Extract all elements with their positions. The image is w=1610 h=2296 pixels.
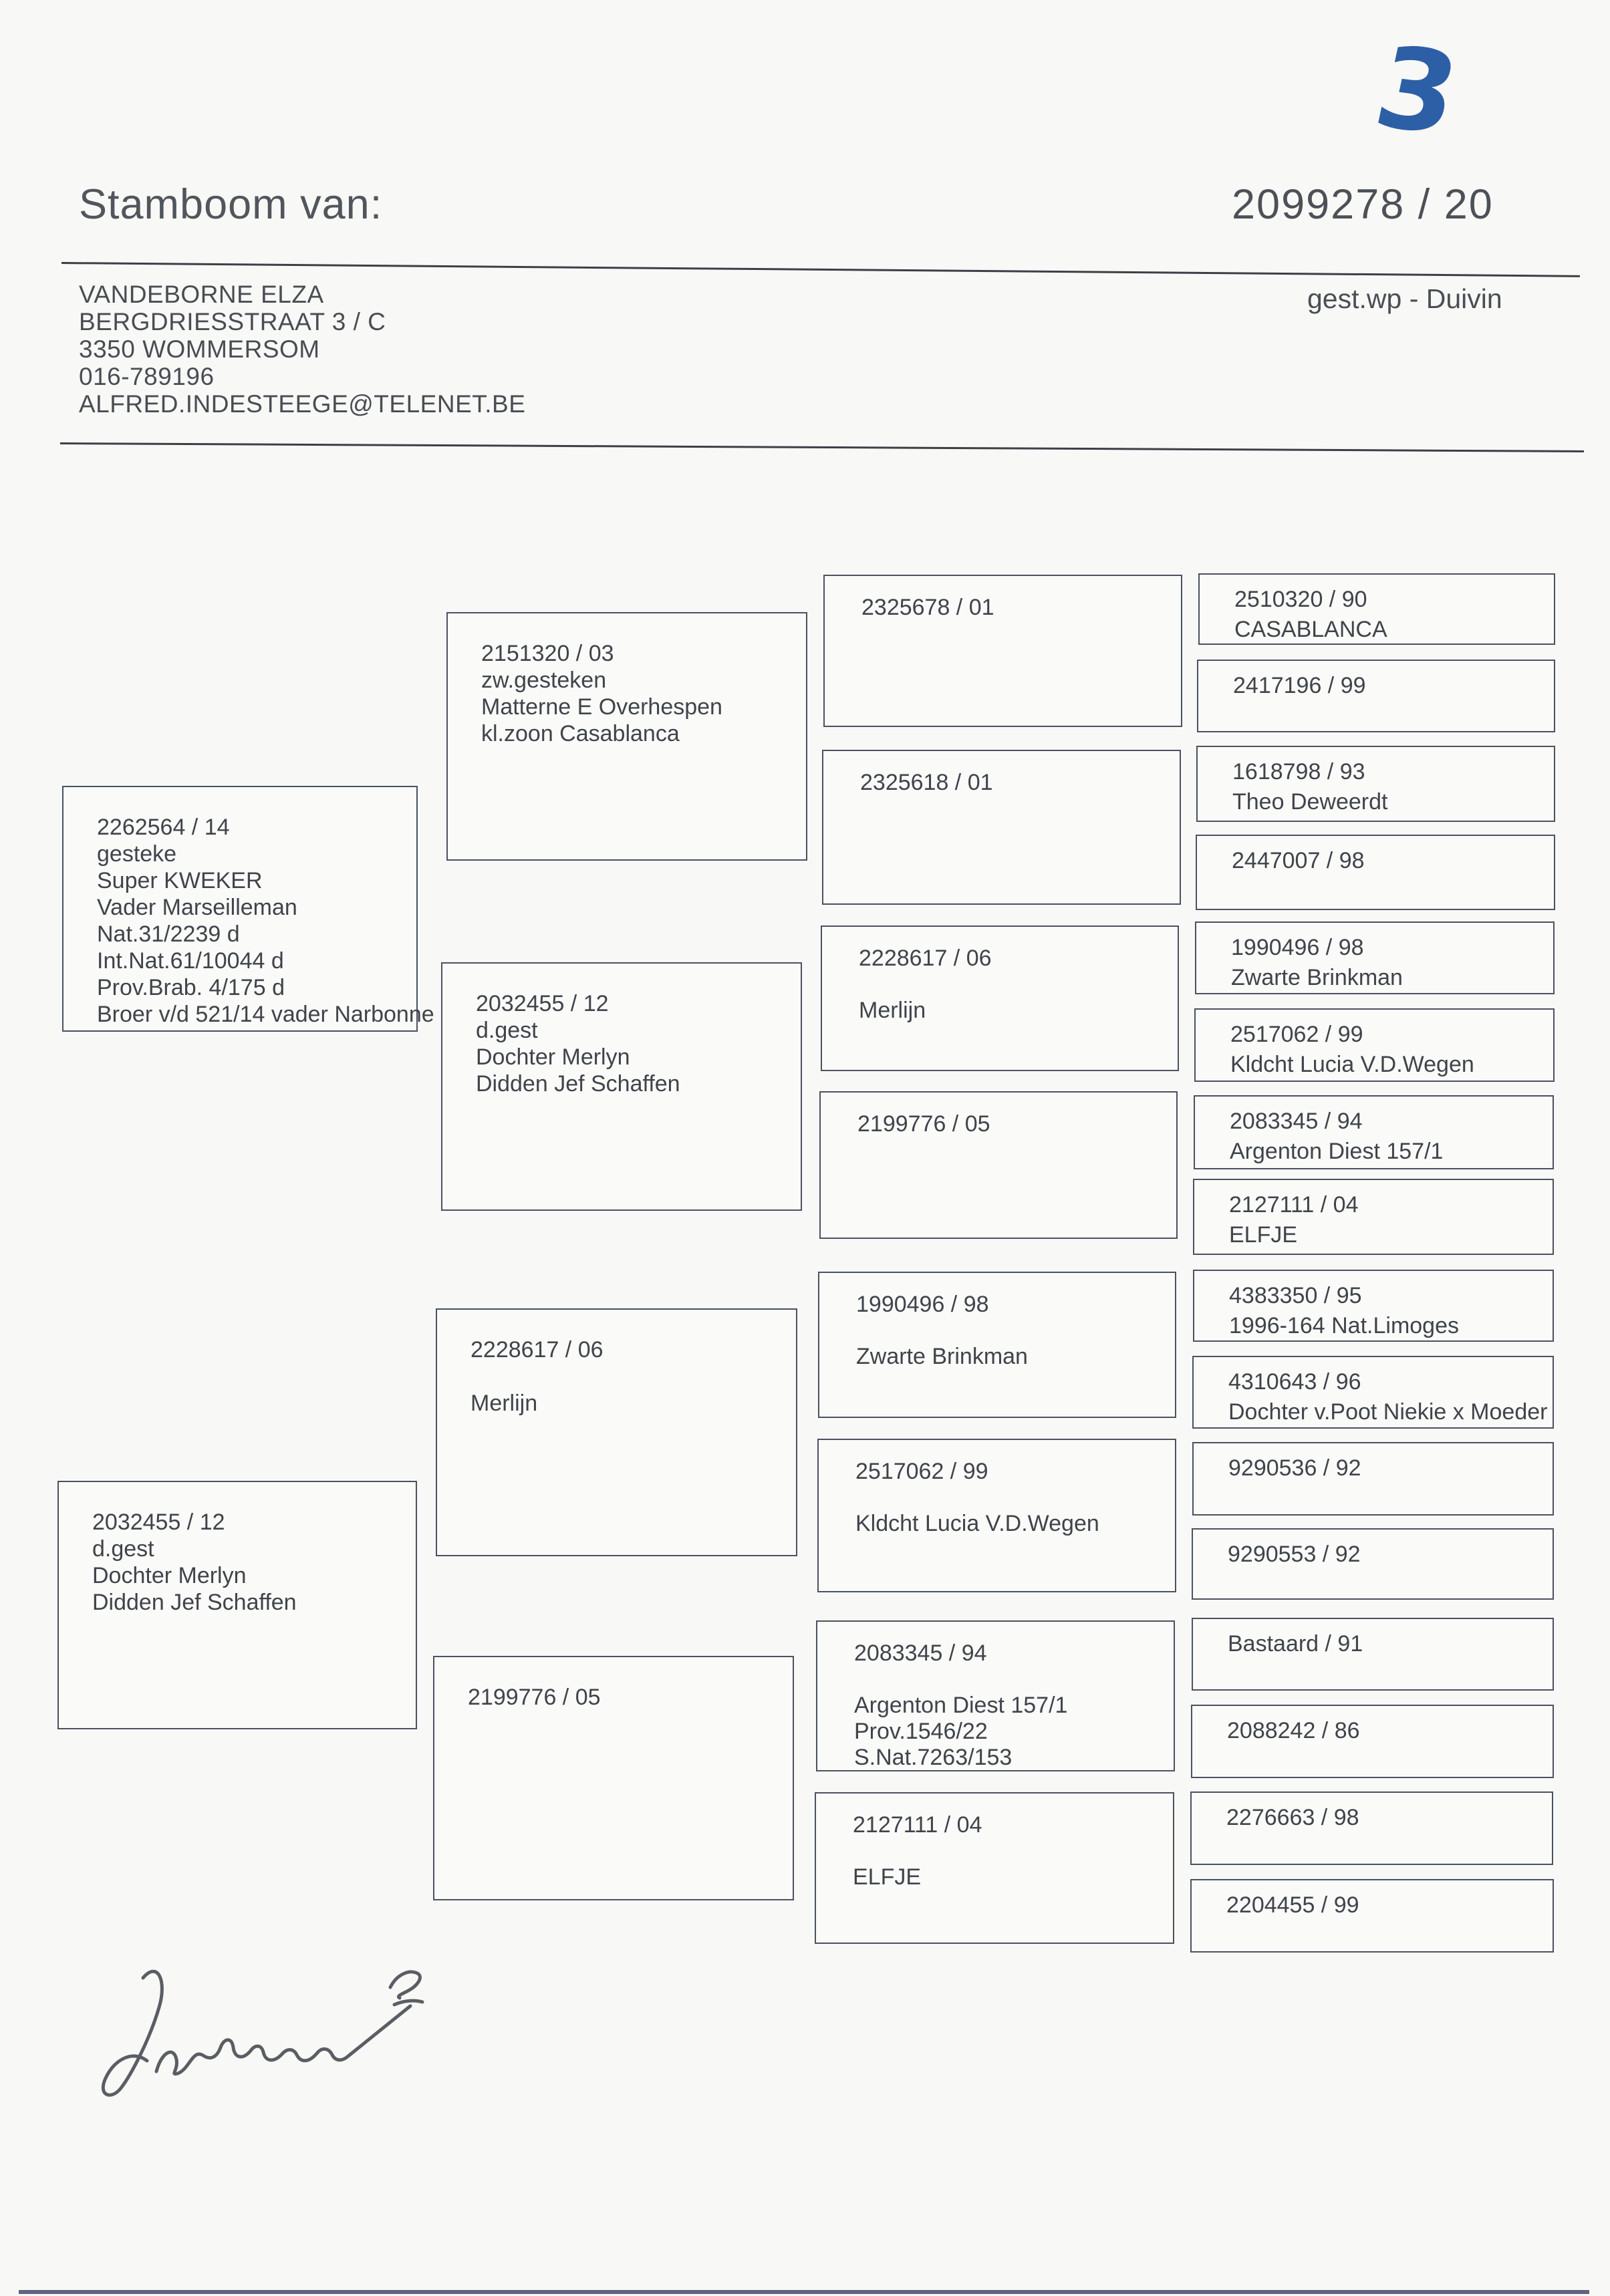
pedigree-box-line: Nat.31/2239 d <box>97 921 240 947</box>
owner-street: BERGDRIESSTRAAT 3 / C <box>79 308 386 335</box>
pedigree-box-sire <box>62 786 434 1032</box>
pedigree-box-line: Didden Jef Schaffen <box>476 1071 680 1097</box>
pedigree-box-line: 2127111 / 04 <box>853 1812 982 1838</box>
pedigree-box-g4-06 <box>1194 1008 1555 1082</box>
pedigree-box-line: zw.gesteken <box>481 668 607 693</box>
pedigree-box-g4-15 <box>1190 1791 1553 1865</box>
pedigree-box-line: 2325678 / 01 <box>861 595 994 620</box>
owner-signature <box>79 1963 440 2110</box>
pedigree-box-g2-4 <box>433 1656 794 1900</box>
pedigree-box-g4-11 <box>1192 1442 1554 1516</box>
pedigree-box-g3-6 <box>817 1439 1176 1592</box>
pedigree-box-g4-05 <box>1195 921 1555 994</box>
pedigree-box-line: Zwarte Brinkman <box>856 1344 1028 1369</box>
pedigree-box-line: 2447007 / 98 <box>1232 848 1365 873</box>
pedigree-box-line <box>856 1318 1166 1344</box>
pedigree-box-line: 2032455 / 12 <box>476 991 609 1016</box>
pedigree-box-g4-08 <box>1193 1179 1554 1255</box>
pedigree-box-line: Vader Marseilleman <box>97 895 297 920</box>
pedigree-box-line: 2127111 / 04 <box>1229 1192 1359 1217</box>
pedigree-box-line: Bastaard / 91 <box>1228 1631 1363 1657</box>
pedigree-box-line: 2325618 / 01 <box>860 770 993 795</box>
pedigree-box-line: 4383350 / 95 <box>1229 1283 1362 1308</box>
pedigree-box-line: 2199776 / 05 <box>468 1685 601 1710</box>
scan-edge-artifact <box>19 2290 1589 2294</box>
pedigree-box-line: 2151320 / 03 <box>481 641 614 666</box>
pedigree-box-line: 2204455 / 99 <box>1226 1892 1359 1918</box>
pedigree-box-g3-1 <box>823 575 1182 727</box>
pedigree-box-line: 2199776 / 05 <box>857 1111 990 1137</box>
pedigree-box-line: 1996-164 Nat.Limoges <box>1229 1313 1460 1338</box>
pedigree-box-g3-8 <box>815 1792 1174 1944</box>
pedigree-box-g4-16 <box>1190 1879 1554 1953</box>
pedigree-box-line: Dochter v.Poot Niekie x Moeder <box>1228 1399 1548 1425</box>
pedigree-box-dam <box>57 1481 417 1729</box>
pedigree-box-line: S.Nat.7263/153 <box>854 1745 1013 1770</box>
pedigree-box-g4-03 <box>1196 746 1555 822</box>
pedigree-box-line: Didden Jef Schaffen <box>92 1590 297 1615</box>
pedigree-box-line: 2228617 / 06 <box>859 946 992 971</box>
pigeon-ring-number: 2099278 / 20 <box>1232 181 1494 228</box>
pedigree-box-line: 2517062 / 99 <box>1230 1022 1363 1047</box>
pedigree-box-line: 2262564 / 14 <box>97 815 230 840</box>
pedigree-box-line: d.gest <box>92 1536 154 1562</box>
pedigree-box-line: 4310643 / 96 <box>1228 1369 1361 1395</box>
pedigree-box-line: 1990496 / 98 <box>856 1292 989 1317</box>
pedigree-box-line: 1990496 / 98 <box>1231 935 1364 960</box>
pedigree-box-line <box>853 1838 1164 1864</box>
pedigree-box-line: Super KWEKER <box>97 868 263 893</box>
document-type-label: gest.wp - Duivin <box>1307 283 1502 314</box>
pedigree-box-line: Zwarte Brinkman <box>1231 965 1403 990</box>
page-title: Stamboom van: <box>79 181 383 228</box>
pedigree-box-line: Dochter Merlyn <box>476 1044 630 1070</box>
pedigree-box-line: Kldcht Lucia V.D.Wegen <box>855 1511 1099 1536</box>
pedigree-box-line: Theo Deweerdt <box>1232 789 1388 815</box>
pedigree-box-line: Broer v/d 521/14 vader Narbonne <box>97 1002 434 1027</box>
owner-phone: 016-789196 <box>79 363 215 390</box>
pedigree-box-g4-04 <box>1196 835 1555 910</box>
pedigree-box-line: Dochter Merlyn <box>92 1563 247 1588</box>
pedigree-box-line: Matterne E Overhespen <box>481 694 722 720</box>
pedigree-box-g2-2 <box>441 962 802 1211</box>
pedigree-box-g4-02 <box>1197 660 1555 732</box>
pedigree-box-line <box>855 1485 1166 1511</box>
pedigree-box-g2-1 <box>446 612 807 861</box>
pedigree-box-line: Argenton Diest 157/1 <box>854 1693 1068 1718</box>
pedigree-box-line: 2417196 / 99 <box>1233 673 1366 698</box>
handwritten-page-marker: 3 <box>1364 21 1470 160</box>
pedigree-box-line: Kldcht Lucia V.D.Wegen <box>1230 1052 1474 1077</box>
pedigree-box-line: 2088242 / 86 <box>1227 1718 1360 1743</box>
header-rule <box>61 262 1580 277</box>
pedigree-box-line: ELFJE <box>853 1864 922 1890</box>
pedigree-box-line: Prov.Brab. 4/175 d <box>97 975 285 1000</box>
pedigree-box-line: 9290553 / 92 <box>1228 1542 1361 1567</box>
pedigree-box-line: CASABLANCA <box>1234 617 1387 642</box>
owner-name: VANDEBORNE ELZA <box>79 281 324 308</box>
pedigree-box-line <box>854 1667 1164 1693</box>
pedigree-box-g4-01 <box>1198 573 1555 645</box>
pedigree-box-line: kl.zoon Casablanca <box>481 721 680 746</box>
pedigree-box-line: 2083345 / 94 <box>854 1640 987 1666</box>
pedigree-box-g4-12 <box>1192 1528 1554 1600</box>
pedigree-box-line: 2032455 / 12 <box>92 1510 225 1535</box>
pedigree-box-line: d.gest <box>476 1018 538 1043</box>
pedigree-box-line: 2517062 / 99 <box>855 1459 988 1484</box>
pedigree-box-g3-7 <box>816 1620 1175 1771</box>
pedigree-box-line: Prov.1546/22 <box>854 1719 988 1744</box>
pedigree-box-line: 2083345 / 94 <box>1230 1109 1363 1134</box>
owner-city: 3350 WOMMERSOM <box>79 335 320 363</box>
pedigree-box-g4-09 <box>1193 1270 1554 1342</box>
pedigree-box-g4-14 <box>1191 1705 1554 1778</box>
pedigree-box-line: Argenton Diest 157/1 <box>1230 1139 1444 1164</box>
pedigree-box-line: Int.Nat.61/10044 d <box>97 948 284 974</box>
pedigree-box-g3-2 <box>822 750 1181 905</box>
pedigree-box-line <box>859 972 1168 998</box>
pedigree-box-g4-07 <box>1194 1095 1554 1169</box>
pedigree-box-g3-4 <box>819 1091 1178 1239</box>
pedigree-box-line: 2510320 / 90 <box>1234 587 1367 612</box>
address-rule <box>60 442 1584 452</box>
owner-address-block <box>79 281 525 418</box>
pedigree-box-line <box>471 1363 787 1390</box>
pedigree-box-g3-5 <box>818 1272 1176 1418</box>
pedigree-box-line: 9290536 / 92 <box>1228 1455 1361 1481</box>
pedigree-box-g2-3 <box>436 1308 797 1556</box>
pedigree-box-line: 2228617 / 06 <box>471 1337 603 1362</box>
pedigree-box-g4-13 <box>1192 1618 1554 1691</box>
pedigree-box-line: Merlijn <box>859 998 926 1023</box>
pedigree-box-line: gesteke <box>97 841 177 867</box>
pedigree-box-line: 2276663 / 98 <box>1226 1805 1359 1830</box>
pedigree-box-g3-3 <box>821 925 1179 1071</box>
pedigree-box-line: Merlijn <box>471 1391 538 1416</box>
owner-email: ALFRED.INDESTEEGE@TELENET.BE <box>79 390 526 418</box>
pedigree-box-g4-10 <box>1192 1356 1554 1429</box>
pedigree-box-line: ELFJE <box>1229 1222 1298 1248</box>
pedigree-box-line: 1618798 / 93 <box>1232 759 1365 784</box>
